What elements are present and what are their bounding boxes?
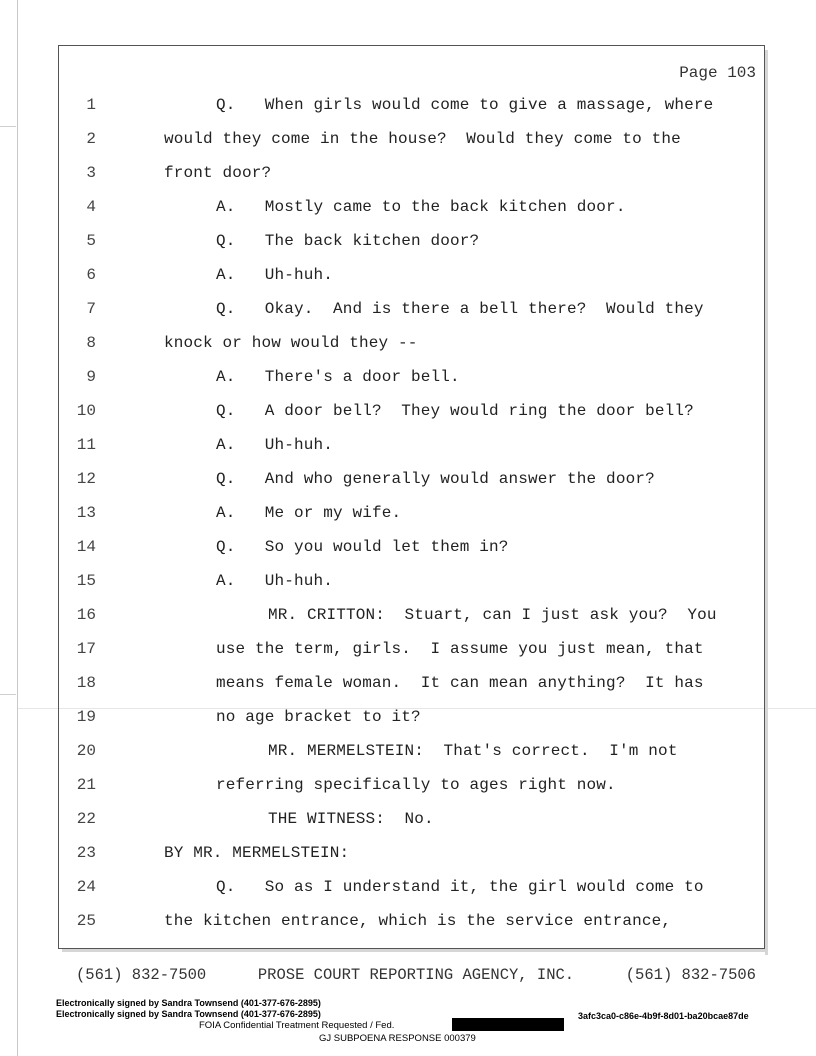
- line-text: knock or how would they --: [164, 334, 418, 352]
- transcript-line: [0, 674, 816, 698]
- transcript-line: [0, 640, 816, 664]
- line-number: 23: [76, 844, 96, 862]
- transcript-line: [0, 708, 816, 732]
- line-number: 25: [76, 912, 96, 930]
- line-number: 8: [86, 334, 96, 352]
- line-text: THE WITNESS: No.: [268, 810, 434, 828]
- transcript-line: [0, 606, 816, 630]
- transcript-line: [0, 232, 816, 256]
- line-text: Q. And who generally would answer the door?: [216, 470, 655, 488]
- footer-agency-name: PROSE COURT REPORTING AGENCY, INC.: [257, 966, 575, 984]
- line-text: Q. The back kitchen door?: [216, 232, 480, 250]
- transcript-line: [0, 368, 816, 392]
- line-number: 17: [76, 640, 96, 658]
- line-number: 13: [76, 504, 96, 522]
- line-text: Q. Okay. And is there a bell there? Would they: [216, 300, 704, 318]
- line-text: front door?: [164, 164, 272, 182]
- foia-notice: FOIA Confidential Treatment Requested / Fed.: [199, 1020, 395, 1031]
- line-text: A. Me or my wife.: [216, 504, 402, 522]
- transcript-line: [0, 164, 816, 188]
- line-text: the kitchen entrance, which is the service entrance,: [164, 912, 672, 930]
- line-text: A. Uh-huh.: [216, 572, 334, 590]
- line-number: 20: [76, 742, 96, 760]
- line-text: BY MR. MERMELSTEIN:: [164, 844, 350, 862]
- reporter-footer: [76, 966, 756, 984]
- line-number: 10: [76, 402, 96, 420]
- margin-tick: [0, 126, 16, 127]
- transcript-line: [0, 402, 816, 426]
- transcript-line: [0, 538, 816, 562]
- e-signature-line: Electronically signed by Sandra Townsend (401-377-676-2895): [56, 1009, 321, 1019]
- line-number: 18: [76, 674, 96, 692]
- line-number: 22: [76, 810, 96, 828]
- line-number: 5: [86, 232, 96, 250]
- line-number: 21: [76, 776, 96, 794]
- line-text: A. Mostly came to the back kitchen door.: [216, 198, 626, 216]
- redaction-box: [452, 1018, 564, 1031]
- line-text: A. Uh-huh.: [216, 436, 334, 454]
- line-text: MR. CRITTON: Stuart, can I just ask you? You: [268, 606, 717, 624]
- footer-phone-left: (561) 832-7500: [76, 966, 207, 984]
- line-number: 15: [76, 572, 96, 590]
- transcript-line: [0, 470, 816, 494]
- line-number: 11: [76, 436, 96, 454]
- document-hash: 3afc3ca0-c86e-4b9f-8d01-ba20bcae87de: [578, 1011, 749, 1021]
- transcript-line: [0, 300, 816, 324]
- line-number: 19: [76, 708, 96, 726]
- transcript-line: [0, 436, 816, 460]
- line-number: 2: [86, 130, 96, 148]
- line-text: no age bracket to it?: [216, 708, 421, 726]
- transcript-line: [0, 334, 816, 358]
- transcript-line: [0, 130, 816, 154]
- line-text: would they come in the house? Would they come to the: [164, 130, 681, 148]
- line-number: 6: [86, 266, 96, 284]
- line-text: MR. MERMELSTEIN: That's correct. I'm not: [268, 742, 678, 760]
- bates-stamp: GJ SUBPOENA RESPONSE 000379: [319, 1033, 476, 1044]
- line-number: 4: [86, 198, 96, 216]
- transcript-line: [0, 266, 816, 290]
- line-text: referring specifically to ages right now.: [216, 776, 616, 794]
- e-signature-line: Electronically signed by Sandra Townsend (401-377-676-2895): [56, 998, 321, 1008]
- transcript-line: [0, 572, 816, 596]
- line-text: use the term, girls. I assume you just mean, that: [216, 640, 704, 658]
- line-number: 7: [86, 300, 96, 318]
- line-number: 12: [76, 470, 96, 488]
- transcript-line: [0, 504, 816, 528]
- line-number: 3: [86, 164, 96, 182]
- line-number: 24: [76, 878, 96, 896]
- line-text: A. Uh-huh.: [216, 266, 334, 284]
- transcript-line: [0, 96, 816, 120]
- transcript-line: [0, 912, 816, 936]
- line-text: A. There's a door bell.: [216, 368, 460, 386]
- frame-shadow-bottom: [62, 949, 768, 952]
- transcript-line: [0, 810, 816, 834]
- transcript-line: [0, 878, 816, 902]
- footer-phone-right: (561) 832-7506: [625, 966, 756, 984]
- page-number: Page 103: [679, 64, 756, 82]
- line-number: 9: [86, 368, 96, 386]
- line-number: 16: [76, 606, 96, 624]
- line-text: Q. So you would let them in?: [216, 538, 509, 556]
- line-number: 14: [76, 538, 96, 556]
- transcript-line: [0, 742, 816, 766]
- line-number: 1: [86, 96, 96, 114]
- transcript-line: [0, 776, 816, 800]
- line-text: Q. So as I understand it, the girl would come to: [216, 878, 704, 896]
- transcript-line: [0, 844, 816, 868]
- line-text: Q. When girls would come to give a massage, where: [216, 96, 714, 114]
- transcript-line: [0, 198, 816, 222]
- line-text: Q. A door bell? They would ring the door bell?: [216, 402, 694, 420]
- line-text: means female woman. It can mean anything? It has: [216, 674, 704, 692]
